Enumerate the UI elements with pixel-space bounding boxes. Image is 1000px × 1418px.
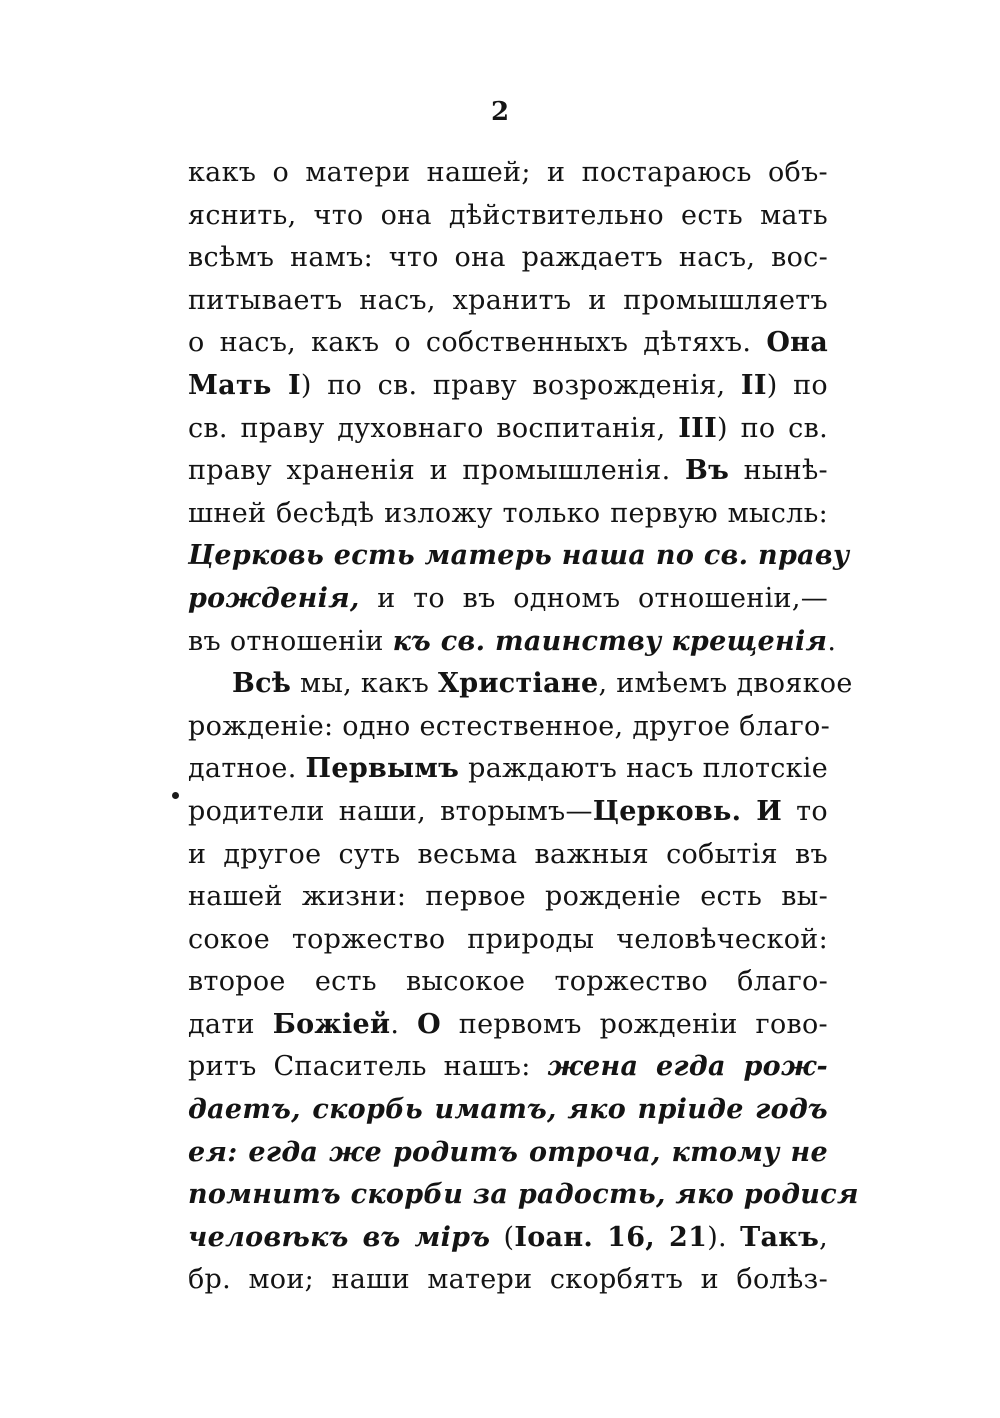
text-segment: первомъ рожденіи гово-	[440, 1008, 828, 1040]
italic-text-segment: Церковь есть матерь наша по св. праву	[188, 540, 850, 572]
text-segment: о насъ, какъ о собственныхъ дѣтяхъ.	[188, 327, 767, 359]
text-line	[188, 322, 828, 365]
text-segment: ).	[707, 1221, 741, 1253]
bold-text-segment: Она	[766, 327, 828, 359]
text-line	[188, 1004, 828, 1047]
text-line	[188, 876, 828, 919]
italic-text-segment: жена егда рож-	[547, 1051, 829, 1083]
text-segment: и то въ одномъ отношеніи,—	[359, 582, 828, 614]
text-segment: бр. мои; наши матери скорбятъ и болѣз-	[188, 1264, 828, 1296]
text-line	[188, 791, 828, 834]
text-segment: .	[827, 625, 837, 657]
text-line	[188, 961, 828, 1004]
text-line	[188, 1046, 828, 1089]
text-segment: ) по	[766, 369, 828, 401]
text-line	[188, 408, 828, 451]
margin-dot-mark	[172, 792, 179, 799]
bold-text-segment: Іоан. 16, 21	[514, 1221, 708, 1253]
text-segment: дати	[188, 1008, 273, 1040]
italic-text-segment: ея: егда же родитъ отроча, ктому не	[188, 1136, 828, 1168]
bold-text-segment: Первымъ	[305, 753, 460, 785]
text-segment: ) по св. праву возрожденія,	[300, 369, 741, 401]
text-segment: то	[782, 795, 828, 827]
bold-text-segment: Церковь. И	[592, 795, 783, 827]
text-segment: , имѣемъ двоякое	[598, 668, 853, 700]
text-segment: .	[390, 1008, 418, 1040]
text-line	[188, 578, 828, 621]
bold-text-segment: Такъ	[740, 1221, 820, 1253]
text-segment: шней бесѣдѣ изложу только первую мысль:	[188, 497, 828, 529]
bold-text-segment: Божіей	[272, 1008, 391, 1040]
text-line	[188, 280, 828, 323]
bold-text-segment: Всѣ	[232, 668, 292, 700]
text-segment: второе есть высокое торжество благо-	[188, 966, 828, 998]
text-line	[188, 1217, 828, 1260]
italic-text-segment: къ св. таинству крещенія	[392, 625, 828, 657]
text-segment: сокое торжество природы человѣческой:	[188, 923, 828, 955]
bold-text-segment: О	[417, 1008, 441, 1040]
bold-text-segment: Мать I	[188, 369, 301, 401]
text-line	[188, 1174, 859, 1217]
text-segment	[557, 1094, 568, 1125]
text-line	[188, 1132, 828, 1175]
italic-text-segment: человѣкъ въ міръ	[188, 1221, 491, 1253]
text-line	[188, 195, 828, 238]
italic-text-segment: яко пріиде годъ	[567, 1094, 828, 1126]
body-text	[188, 152, 859, 1302]
text-segment: нынѣ-	[729, 455, 828, 487]
text-line	[188, 834, 828, 877]
text-line	[188, 1259, 828, 1302]
text-line	[188, 706, 831, 749]
bold-text-segment: III	[678, 412, 718, 444]
text-line	[188, 237, 828, 280]
italic-text-segment: даетъ, скорбь иматъ,	[188, 1094, 557, 1126]
text-segment: мы, какъ	[291, 668, 439, 700]
text-segment: датное.	[188, 753, 306, 785]
italic-text-segment: помнитъ скорби за радость, яко родися	[188, 1179, 859, 1211]
text-segment: и другое суть весьма важныя событія въ	[188, 838, 828, 870]
text-line	[188, 493, 828, 536]
text-line	[188, 535, 850, 578]
text-segment: нашей жизни: первое рожденіе есть вы-	[188, 881, 828, 913]
text-segment: какъ о матери нашей; и постараюсь объ-	[188, 157, 828, 188]
bold-text-segment: Христіане	[438, 668, 599, 700]
text-segment: ,	[819, 1221, 828, 1253]
text-segment: раждаютъ насъ плотскіе	[459, 753, 829, 785]
text-segment: св. праву духовнаго воспитанія,	[188, 412, 679, 444]
text-line	[188, 365, 828, 408]
bold-text-segment: II	[740, 369, 767, 401]
text-line	[188, 919, 828, 962]
text-segment: питываетъ насъ, хранитъ и промышляетъ	[188, 284, 828, 316]
text-segment: праву храненія и промышленія.	[188, 455, 685, 487]
text-line	[188, 621, 837, 664]
text-segment: ) по св.	[717, 412, 828, 444]
text-line	[188, 748, 828, 791]
text-segment: рожденіе: одно естественное, другое благо-	[188, 710, 831, 742]
text-segment: въ отношеніи	[188, 625, 393, 657]
text-line	[188, 663, 853, 706]
text-line	[188, 1089, 828, 1132]
text-line	[188, 450, 828, 493]
italic-text-segment: рожденія,	[188, 582, 360, 614]
page-number: 2	[490, 97, 510, 127]
text-line	[188, 152, 828, 195]
text-segment: всѣмъ намъ: что она раждаетъ насъ, вос-	[188, 242, 828, 274]
text-segment: родители наши, вторымъ—	[188, 795, 593, 827]
text-segment: (	[490, 1221, 515, 1253]
text-segment: ритъ Спаситель нашъ:	[188, 1051, 548, 1083]
bold-text-segment: Въ	[684, 455, 730, 487]
text-segment: яснить, что она дѣйствительно есть мать	[188, 199, 828, 231]
